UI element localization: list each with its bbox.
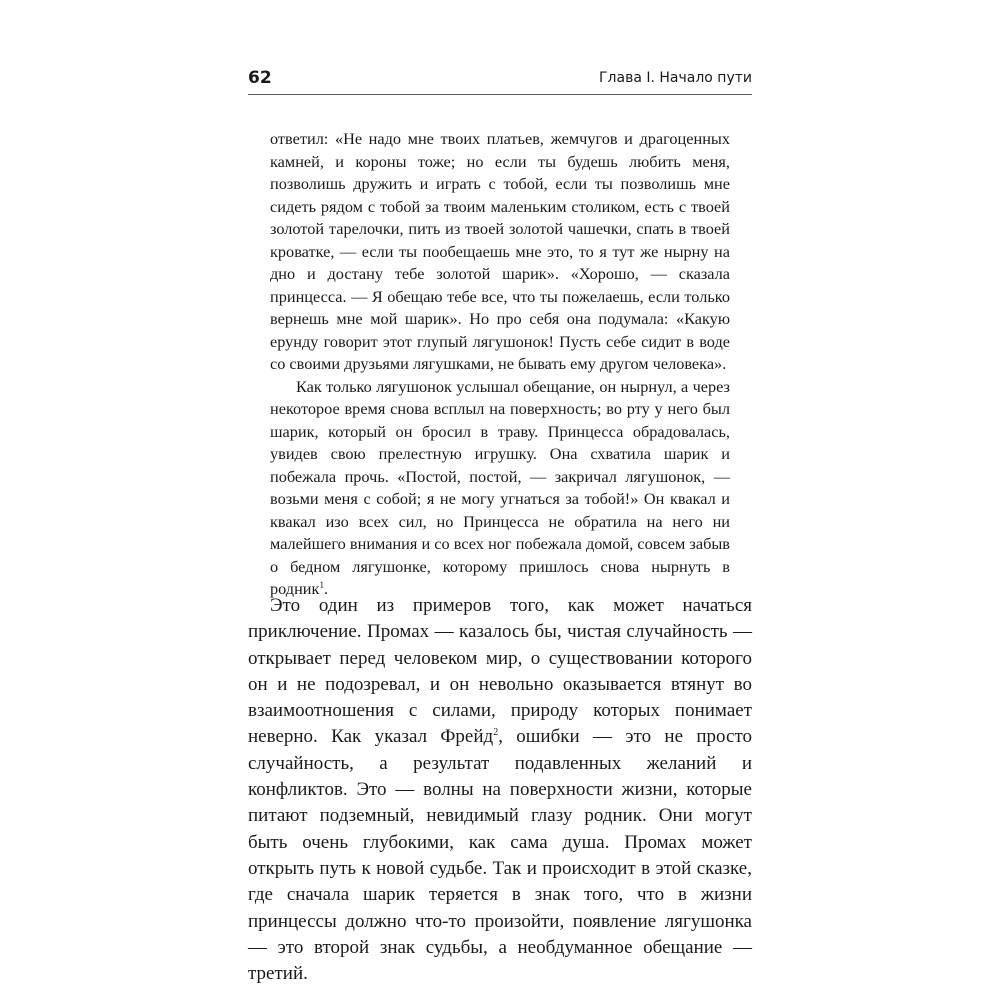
quote-paragraph-1: ответил: «Не надо мне твоих платьев, жемчугов и драгоценных камней, и короны тоже; но если ты будешь любить меня, позволишь дружить и играть с тобой, если ты позволишь мне сидеть рядом с тобой за твоим маленьким столиком, есть с твоей золотой тарелочки, пить из твоей золотой чашечки, спать в твоей кроватке, — если ты пообещаешь мне это, то я тут же нырну на дно и достану тебе золотой шарик». «Хорошо, — сказала принцесса. — Я обещаю тебе все, что ты пожелаешь, если только вернешь мне мой шарик». Но про себя она подумала: «Какую ерунду говорит этот глупый лягушонок! Пусть себе сидит в воде со своими друзьями лягушками, не бывать ему другом человека».	[270, 129, 730, 373]
body-paragraph-part-2: , ошибки — это не просто случайность, а результат подавленных желаний и конфликтов. Это — волны на поверхности жизни, которые питают подземный, невидимый глазу родник. Они могут быть очень глубокими, как сама душа. Промах может открыть путь к новой судьбе. Так и происходит в этой сказке, где сначала шарик теряется в знак того, что в жизни принцессы должно что-то произойти, появление лягушонка — это второй знак судьбы, а необдуманное обещание — третий.	[248, 726, 753, 985]
quote-paragraph-2	[270, 376, 730, 601]
chapter-title: Глава I. Начало пути	[599, 70, 752, 86]
quote-paragraph-2-end: .	[323, 579, 329, 598]
quoted-tale-excerpt	[270, 128, 730, 601]
footnote-ref-2: 2	[493, 727, 499, 739]
footnote-ref-1: 1	[319, 580, 324, 590]
body-paragraph-part-1: Это один из примеров того, как может начаться приключение. Промах — казалось бы, чистая случайность — открывает перед человеком мир, о существовании которого он и не подозревал, и он невольно оказывается втянут во взаимоотношения с силами, природу которых понимает неверно. Как указал Фрейд	[248, 595, 752, 748]
main-text	[248, 593, 752, 987]
quote-paragraph-2-text: Как только лягушонок услышал обещание, он нырнул, а через некоторое время снова всплыл на поверхность; во рту у него был шарик, который он бросил в траву. Принцесса обрадовалась, увидев свою прелестную игрушку. Она схватила шарик и побежала прочь. «Постой, постой, — закричал лягушонок, — возьми меня с собой; я не могу угнаться за тобой!» Он квакал и квакал изо всех сил, но Принцесса не обратила на него ни малейшего внимания и со всех ног побежала домой, совсем забыв о бедном лягушонке, которому пришлось снова нырнуть в родник	[270, 376, 730, 598]
page-number: 62	[248, 68, 272, 88]
body-paragraph	[248, 593, 752, 987]
running-header	[248, 64, 752, 95]
